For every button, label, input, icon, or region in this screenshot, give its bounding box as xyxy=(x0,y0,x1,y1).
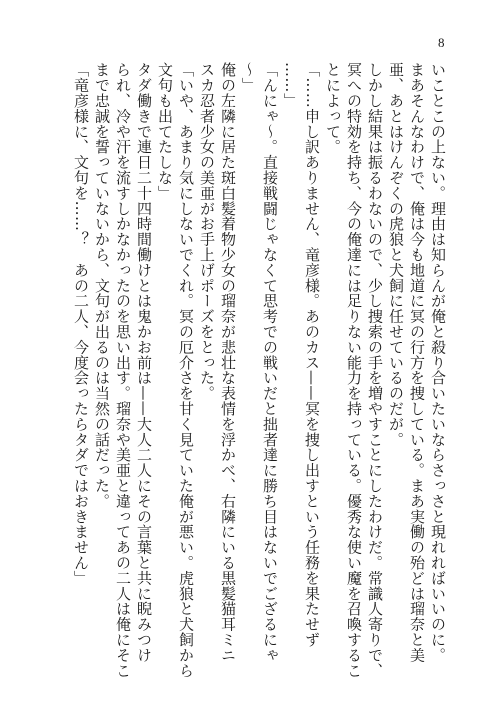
text-column: 「竜彦様に、文句を……？ あの二人、今度会ったらタダではおきません」 xyxy=(72,62,90,586)
text-column: 冥への特効を持ち、今の俺達には足りない能力を持っている。優秀な使い魔を召喚するこ xyxy=(345,62,363,678)
text-column: られ、冷や汗を流すしかなかったのを思い出す。瑠奈や美亜と違ってあの二人は俺にそこ xyxy=(114,62,132,678)
text-column: 文句も出てたしな」 xyxy=(156,62,174,201)
text-column: 「いや、あまり気にしないでくれ。冥の厄介さを甘く見ていた俺が悪い。虎狼と犬飼から xyxy=(177,62,195,678)
text-column: まあそんなわけで、俺は今も地道に冥の行方を捜している。まあ実働の殆どは瑠奈と美 xyxy=(408,62,426,663)
page-number: 8 xyxy=(438,35,445,50)
text-column: タダ働きで連日二十四時間働けとは鬼かお前は——大人二人にその言葉と共に睨みつけ xyxy=(135,62,153,663)
text-column: 「……申し訳ありません、竜彦様。あのカス——冥を捜し出すという任務を果たせず xyxy=(303,62,321,648)
text-column: しかし結果は振るわないので、少し捜索の手を増やすことにしたわけだ。常識人寄りで、 xyxy=(366,62,384,678)
text-column: 俺の左隣に居た斑白髪着物少女の瑠奈が悲壮な表情を浮かべ、右隣にいる黒髪猫耳ミニ xyxy=(219,62,237,663)
text-column: スカ忍者少女の美亜がお手上げポーズをとった。 xyxy=(198,62,216,401)
body-text xyxy=(44,62,448,678)
text-column: いことこの上ない。理由は知らんが俺と殺り合いたいならさっさと現れればいいのに。 xyxy=(429,62,447,663)
text-column: まで忠誠を誓っていないから、文句が出るのは当然の話だった。 xyxy=(93,62,111,509)
text-column: ……」 xyxy=(282,62,300,109)
text-column: ～」 xyxy=(240,62,258,93)
text-column: 「んにゃ～。直接戦闘じゃなくて思考での戦いだと拙者達に勝ち目はないでござるにゃ xyxy=(261,62,279,663)
text-column: 亜、あとはけんぞくの虎狼と犬飼に任せているのだが。 xyxy=(387,62,405,447)
text-column: とによって。 xyxy=(324,62,342,155)
